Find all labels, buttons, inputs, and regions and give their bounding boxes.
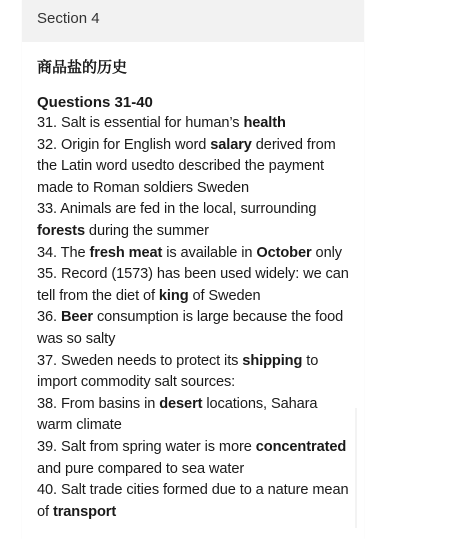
question-item: [37, 113, 349, 135]
question-text: locations, Sahara warm climate: [37, 395, 318, 434]
question-item: [37, 394, 349, 437]
question-text: 31. Salt is essential for human’s: [37, 115, 244, 131]
question-text: 35. Record (1573) has been used widely: we can tell from the diet of: [37, 266, 349, 304]
question-item: [37, 135, 349, 200]
question-item: [37, 199, 349, 242]
section-header: [22, 0, 364, 42]
question-text: 39. Salt from spring water is more: [37, 438, 256, 455]
answer-keyword: health: [243, 115, 286, 131]
question-item: [37, 437, 349, 480]
question-text: 37. Sweden needs to protect its: [37, 352, 243, 369]
question-text: during the summer: [84, 222, 209, 239]
section-label: Section 4: [37, 10, 100, 27]
document-body: [22, 55, 364, 523]
question-text: 32. Origin for English word: [37, 136, 211, 153]
question-text: 34. The: [37, 244, 90, 261]
question-item: [37, 307, 349, 350]
question-item: [37, 243, 349, 265]
answer-keyword: salary: [210, 136, 252, 153]
answer-keyword: concentrated: [255, 438, 347, 455]
question-text: 33. Animals are fed in the local, surrounding: [37, 201, 317, 218]
scroll-edge: [355, 408, 357, 528]
question-text: consumption is large because the food was so salty: [37, 309, 344, 347]
document-card: [22, 0, 364, 539]
question-text: 40. Salt trade cities formed due to a nature mean of: [37, 482, 349, 520]
answer-keyword: transport: [52, 503, 117, 520]
question-item: [37, 351, 349, 394]
question-text: to import commodity salt sources:: [37, 352, 319, 391]
answer-keyword: October: [256, 244, 312, 261]
answer-keyword: shipping: [242, 352, 303, 369]
question-text: and pure compared to sea water: [37, 460, 245, 477]
question-text: 36.: [37, 309, 61, 326]
answer-keyword: Beer: [60, 309, 94, 326]
question-item: [37, 480, 349, 523]
question-text: of Sweden: [188, 287, 261, 304]
question-text: 38. From basins in: [37, 395, 160, 412]
answer-keyword: fresh meat: [89, 244, 163, 261]
questions-list: [37, 113, 349, 523]
answer-keyword: king: [158, 287, 189, 304]
questions-heading: Questions 31-40: [37, 94, 153, 111]
answer-keyword: forests: [37, 222, 85, 239]
page-title: 商品盐的历史: [37, 58, 128, 76]
question-text: is available in: [162, 244, 257, 261]
question-text: only: [311, 244, 342, 261]
question-text: derived from the Latin word usedto described the payment made to Roman soldiers Sweden: [37, 136, 336, 196]
question-item: [37, 264, 349, 307]
answer-keyword: desert: [159, 395, 203, 412]
